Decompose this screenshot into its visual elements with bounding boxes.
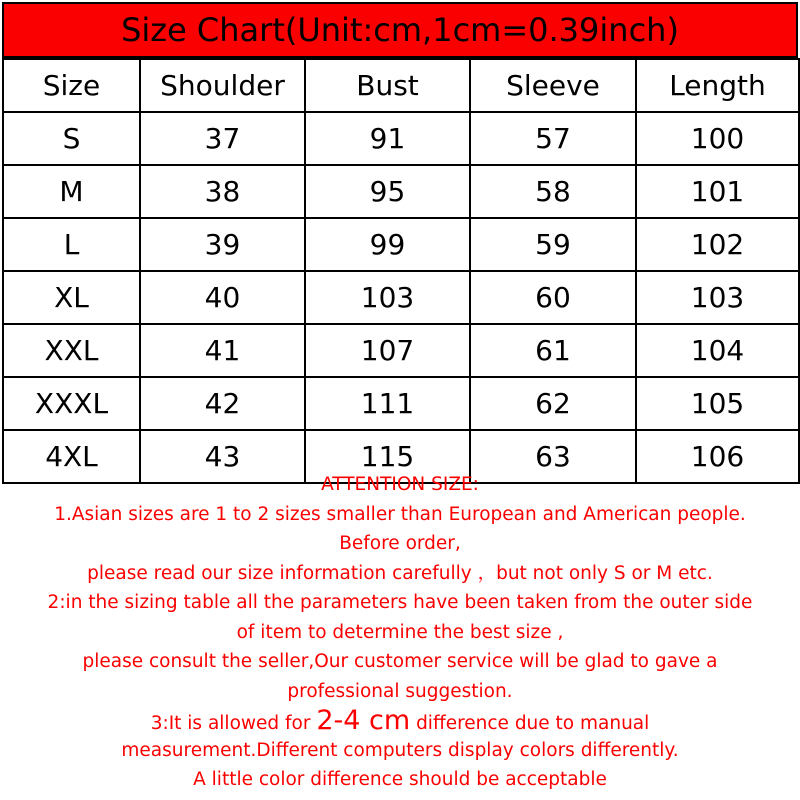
sleeve-cell: 57 xyxy=(470,112,636,165)
bust-cell: 95 xyxy=(305,165,470,218)
sleeve-cell: 58 xyxy=(470,165,636,218)
table-header-row xyxy=(3,59,799,112)
bust-cell: 99 xyxy=(305,218,470,271)
shoulder-cell: 38 xyxy=(140,165,305,218)
size-cell: M xyxy=(3,165,140,218)
note-line: 1.Asian sizes are 1 to 2 sizes smaller than European and American people. xyxy=(54,503,746,525)
shoulder-cell: 39 xyxy=(140,218,305,271)
note-line: 2:in the sizing table all the parameters have been taken from the outer side xyxy=(47,592,753,613)
table-row xyxy=(3,271,799,324)
length-cell: 104 xyxy=(636,324,799,377)
length-cell: 102 xyxy=(636,218,799,271)
note-line: professional suggestion. xyxy=(287,680,513,702)
note-line: please read our size information carefully ，but not only S or M etc. xyxy=(87,562,713,584)
header-size: Size xyxy=(3,59,140,112)
note-line: Before order, xyxy=(339,533,461,554)
length-cell: 101 xyxy=(636,165,799,218)
size-cell: 4XL xyxy=(3,430,140,483)
size-chart-title: Size Chart(Unit:cm,1cm=0.39inch) xyxy=(2,2,798,58)
sleeve-cell: 59 xyxy=(470,218,636,271)
header-sleeve: Sleeve xyxy=(470,59,636,112)
length-cell: 103 xyxy=(636,271,799,324)
header-shoulder: Shoulder xyxy=(140,59,305,112)
sleeve-cell: 60 xyxy=(470,271,636,324)
length-cell: 105 xyxy=(636,377,799,430)
bust-cell: 91 xyxy=(305,112,470,165)
sleeve-cell: 63 xyxy=(470,430,636,483)
bust-cell: 103 xyxy=(305,271,470,324)
size-cell: S xyxy=(3,112,140,165)
note-line: please consult the seller,Our customer service will be glad to gave a xyxy=(82,651,718,672)
tolerance-value: 2-4 cm xyxy=(316,705,411,736)
note-line-tolerance xyxy=(0,706,800,736)
size-cell: XL xyxy=(3,271,140,324)
length-cell: 106 xyxy=(636,430,799,483)
table-row xyxy=(3,165,799,218)
note-line: of item to determine the best size , xyxy=(236,621,564,643)
attention-heading: ATTENTION SIZE: xyxy=(321,474,479,495)
size-cell: XXL xyxy=(3,324,140,377)
size-table xyxy=(2,58,800,484)
table-row xyxy=(3,377,799,430)
note-line: A little color difference should be acceptable xyxy=(193,769,607,790)
shoulder-cell: 41 xyxy=(140,324,305,377)
note-line: measurement.Different computers display colors differently. xyxy=(121,739,679,761)
header-bust: Bust xyxy=(305,59,470,112)
shoulder-cell: 40 xyxy=(140,271,305,324)
bust-cell: 107 xyxy=(305,324,470,377)
shoulder-cell: 42 xyxy=(140,377,305,430)
table-row xyxy=(3,218,799,271)
table-row xyxy=(3,112,799,165)
table-row xyxy=(3,324,799,377)
sleeve-cell: 62 xyxy=(470,377,636,430)
bust-cell: 111 xyxy=(305,377,470,430)
sleeve-cell: 61 xyxy=(470,324,636,377)
note-text: difference due to manual xyxy=(410,713,650,734)
note-text: 3:It is allowed for xyxy=(150,713,317,734)
shoulder-cell: 43 xyxy=(140,430,305,483)
header-length: Length xyxy=(636,59,799,112)
bust-cell: 115 xyxy=(305,430,470,483)
attention-notes xyxy=(0,470,800,800)
shoulder-cell: 37 xyxy=(140,112,305,165)
size-cell: L xyxy=(3,218,140,271)
length-cell: 100 xyxy=(636,112,799,165)
size-cell: XXXL xyxy=(3,377,140,430)
